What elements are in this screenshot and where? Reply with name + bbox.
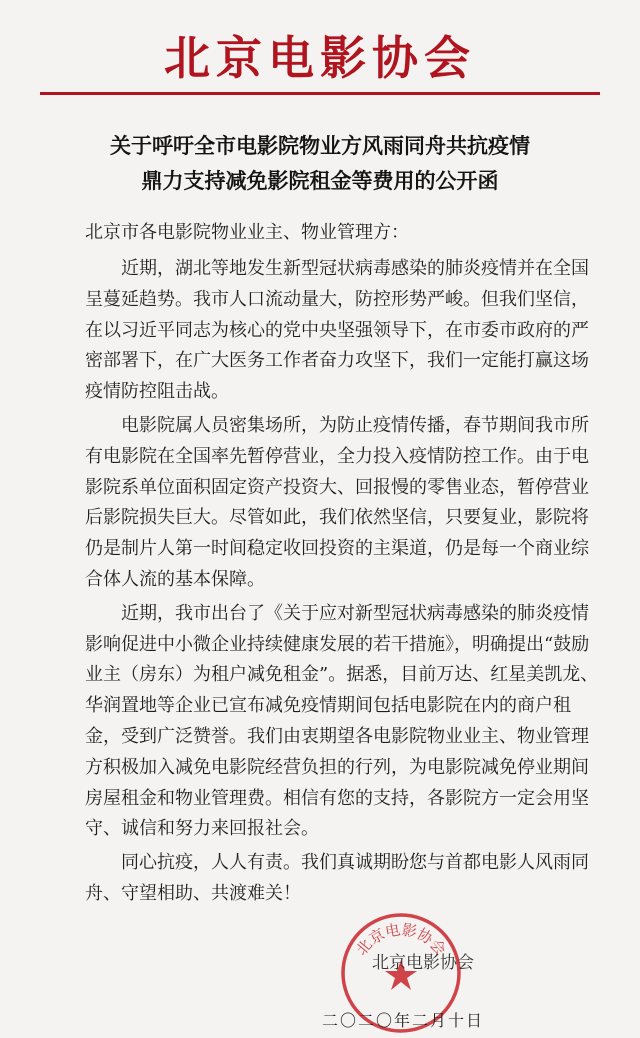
- text-line: 华润置地等企业已宣布减免疫情期间包括电影院在内的商户租: [85, 695, 571, 717]
- letterhead: [0, 0, 640, 100]
- paragraph-4: [85, 848, 590, 910]
- text-line: 影院系单位面积固定资产投资大、回报慢的零售业态，暂停营业: [85, 476, 589, 498]
- letterhead-title: 北京电影协会: [164, 31, 476, 85]
- text-line: 在以习近平同志为核心的党中央坚强领导下，在市委市政府的严: [85, 319, 589, 341]
- seal-text: 北京电影协会: [352, 920, 450, 959]
- letter-title: [0, 128, 640, 198]
- text-line: 影响促进中小微企业持续健康发展的若干措施》，明确提出“鼓励: [85, 633, 590, 655]
- paragraph-2: [85, 411, 590, 596]
- letter-salutation: 北京市各电影院物业业主、物业管理方：: [85, 222, 409, 243]
- text-line: 业主（房东）为租户减免租金”。据悉，目前万达、红星美凯龙、: [85, 664, 599, 686]
- signature-date: 二〇二〇年二月十日: [322, 1011, 485, 1030]
- text-line: 电影院属人员密集场所，为防止疫情传播，春节期间我市所: [121, 414, 589, 436]
- text-line: 舟、守望相助、共渡难关！: [85, 882, 301, 904]
- text-line: 房屋租金和物业管理费。相信有您的支持，各影院方一定会用坚: [85, 787, 589, 809]
- text-line: 密部署下，在广大医务工作者奋力攻坚下，我们一定能打赢这场: [85, 350, 589, 372]
- text-line: 方积极加入减免电影院经营负担的行列，为电影院减免停业期间: [85, 756, 589, 778]
- letter-title-line: 关于呼吁全市电影院物业方风雨同舟共抗疫情: [110, 133, 530, 158]
- paragraph-1: [85, 254, 590, 408]
- letterhead-divider: [40, 92, 600, 95]
- text-line: 疫情防控阻击战。: [85, 381, 229, 403]
- letter-title-line: 鼎力支持减免影院租金等费用的公开函: [141, 168, 499, 193]
- letter-body: [85, 254, 599, 913]
- text-line: 有电影院在全国率先暂停营业，全力投入疫情防控工作。由于电: [85, 445, 589, 467]
- text-line: 呈蔓延趋势。我市人口流动量大，防控形势严峻。但我们坚信，: [85, 288, 589, 310]
- text-line: 后影院损失巨大。尽管如此，我们依然坚信，只要复业，影院将: [85, 507, 589, 529]
- signature-name: 北京电影协会: [372, 953, 474, 973]
- text-line: 近期，湖北等地发生新型冠状病毒感染的肺炎疫情并在全国: [121, 258, 589, 279]
- text-line: 近期，我市出台了《关于应对新型冠状病毒感染的肺炎疫情: [121, 602, 589, 624]
- text-line: 守、诚信和努力来回报社会。: [85, 818, 319, 840]
- text-line: 合体人流的基本保障。: [85, 568, 265, 590]
- paragraph-3: [85, 599, 599, 845]
- text-line: 同心抗疫，人人有责。我们真诚期盼您与首都电影人风雨同: [121, 852, 589, 874]
- text-line: 仍是制片人第一时间稳定收回投资的主渠道，仍是每一个商业综: [85, 538, 589, 560]
- text-line: 金，受到广泛赞誉。我们由衷期望各电影院物业业主、物业管理: [85, 725, 589, 747]
